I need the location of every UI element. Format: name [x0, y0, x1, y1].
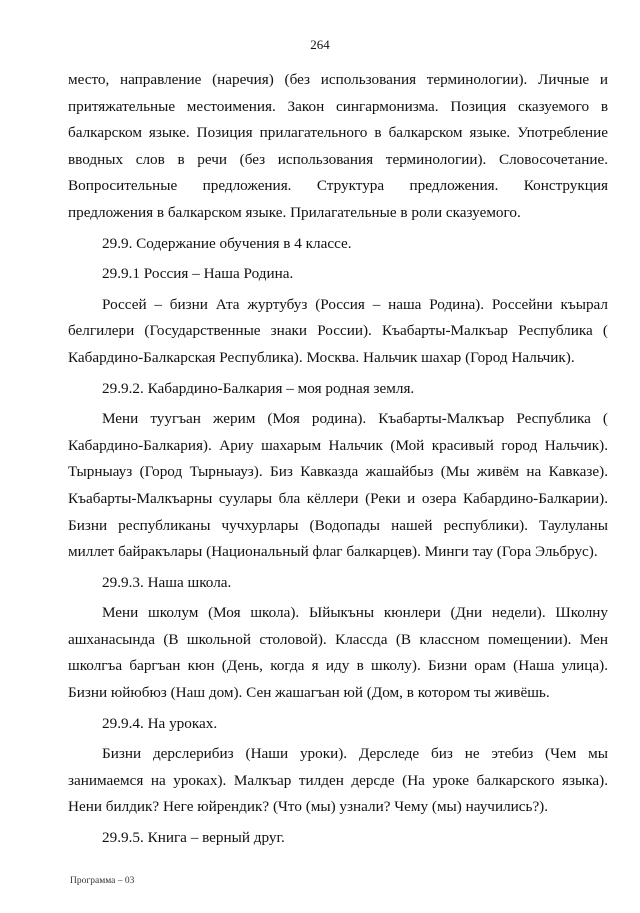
paragraph-russia: Россей – бизни Ата журтубуз (Россия – наша Родина). Россейни къырал белгилери (Государственные знаки России). Къабарты-Малкъар Республика ( Кабардино-Балкарская Республика). Москва. Нальчик шахар (Город Нальчик). — [68, 295, 608, 366]
paragraph-school: Мени школум (Моя школа). Ыйыкъны кюнлери (Дни недели). Школну ашханасында (В школьной столовой). Классда (В классном помещении). Мен школгъа баргъан кюн (День, когда я иду в школу). Бизни орам (Наша улица). Бизни юйюбюз (Наш дом). Сен жашагъан юй (Дом, в котором ты живёшь. — [68, 604, 608, 702]
paragraph-intro: место, направление (наречия) (без использования терминологии). Личные и притяжательные местоимения. Закон сингармонизма. Позиция сказуемого в балкарском языке. Позиция прилагательного в балкарском языке. Употребление вводных слов в речи (без использования терминологии). Словосочетание. Вопросительные предложения. Структура предложения. Конструкция предложения в балкарском языке. Прилагательные в роли сказуемого. — [68, 71, 608, 221]
page-number: 264 — [310, 37, 330, 52]
section-heading-4th-grade: 29.9. Содержание обучения в 4 классе. — [102, 234, 352, 252]
paragraph-lessons: Бизни дерслерибиз (Наши уроки). Дерследе биз не этебиз (Чем мы занимаемся на уроках). Малкъар тилден дерсде (На уроке балкарского языка). Нени билдик? Неге юйрендик? (Что (мы) узнали? Чему (мы) научились?). — [68, 745, 608, 816]
section-heading-kbr: 29.9.2. Кабардино-Балкария – моя родная земля. — [102, 379, 415, 397]
section-heading-russia: 29.9.1 Россия – Наша Родина. — [102, 265, 294, 283]
page-footer: Программа – 03 — [70, 876, 135, 886]
paragraph-kbr: Мени туугъан жерим (Моя родина). Къабарты-Малкъар Республика ( Кабардино-Балкария). Ариу шахарым Нальчик (Мой красивый город Нальчик). Тырныауз (Город Тырныауз). Биз Кавказда жашайбыз (Мы живём на Кавказе). Къабарты-Малкъарны суулары бла кёллери (Реки и озера Кабардино-Балкарии). Бизни республиканы чучхурлары (Водопады нашей республики). Таулуланы миллет байракълары (Национальный флаг балкарцев). Минги тау (Гора Эльбрус). — [68, 410, 608, 561]
section-heading-book: 29.9.5. Книга – верный друг. — [102, 829, 285, 847]
section-heading-lessons: 29.9.4. На уроках. — [102, 714, 218, 732]
section-heading-school: 29.9.3. Наша школа. — [102, 573, 232, 591]
document-body — [68, 67, 608, 852]
